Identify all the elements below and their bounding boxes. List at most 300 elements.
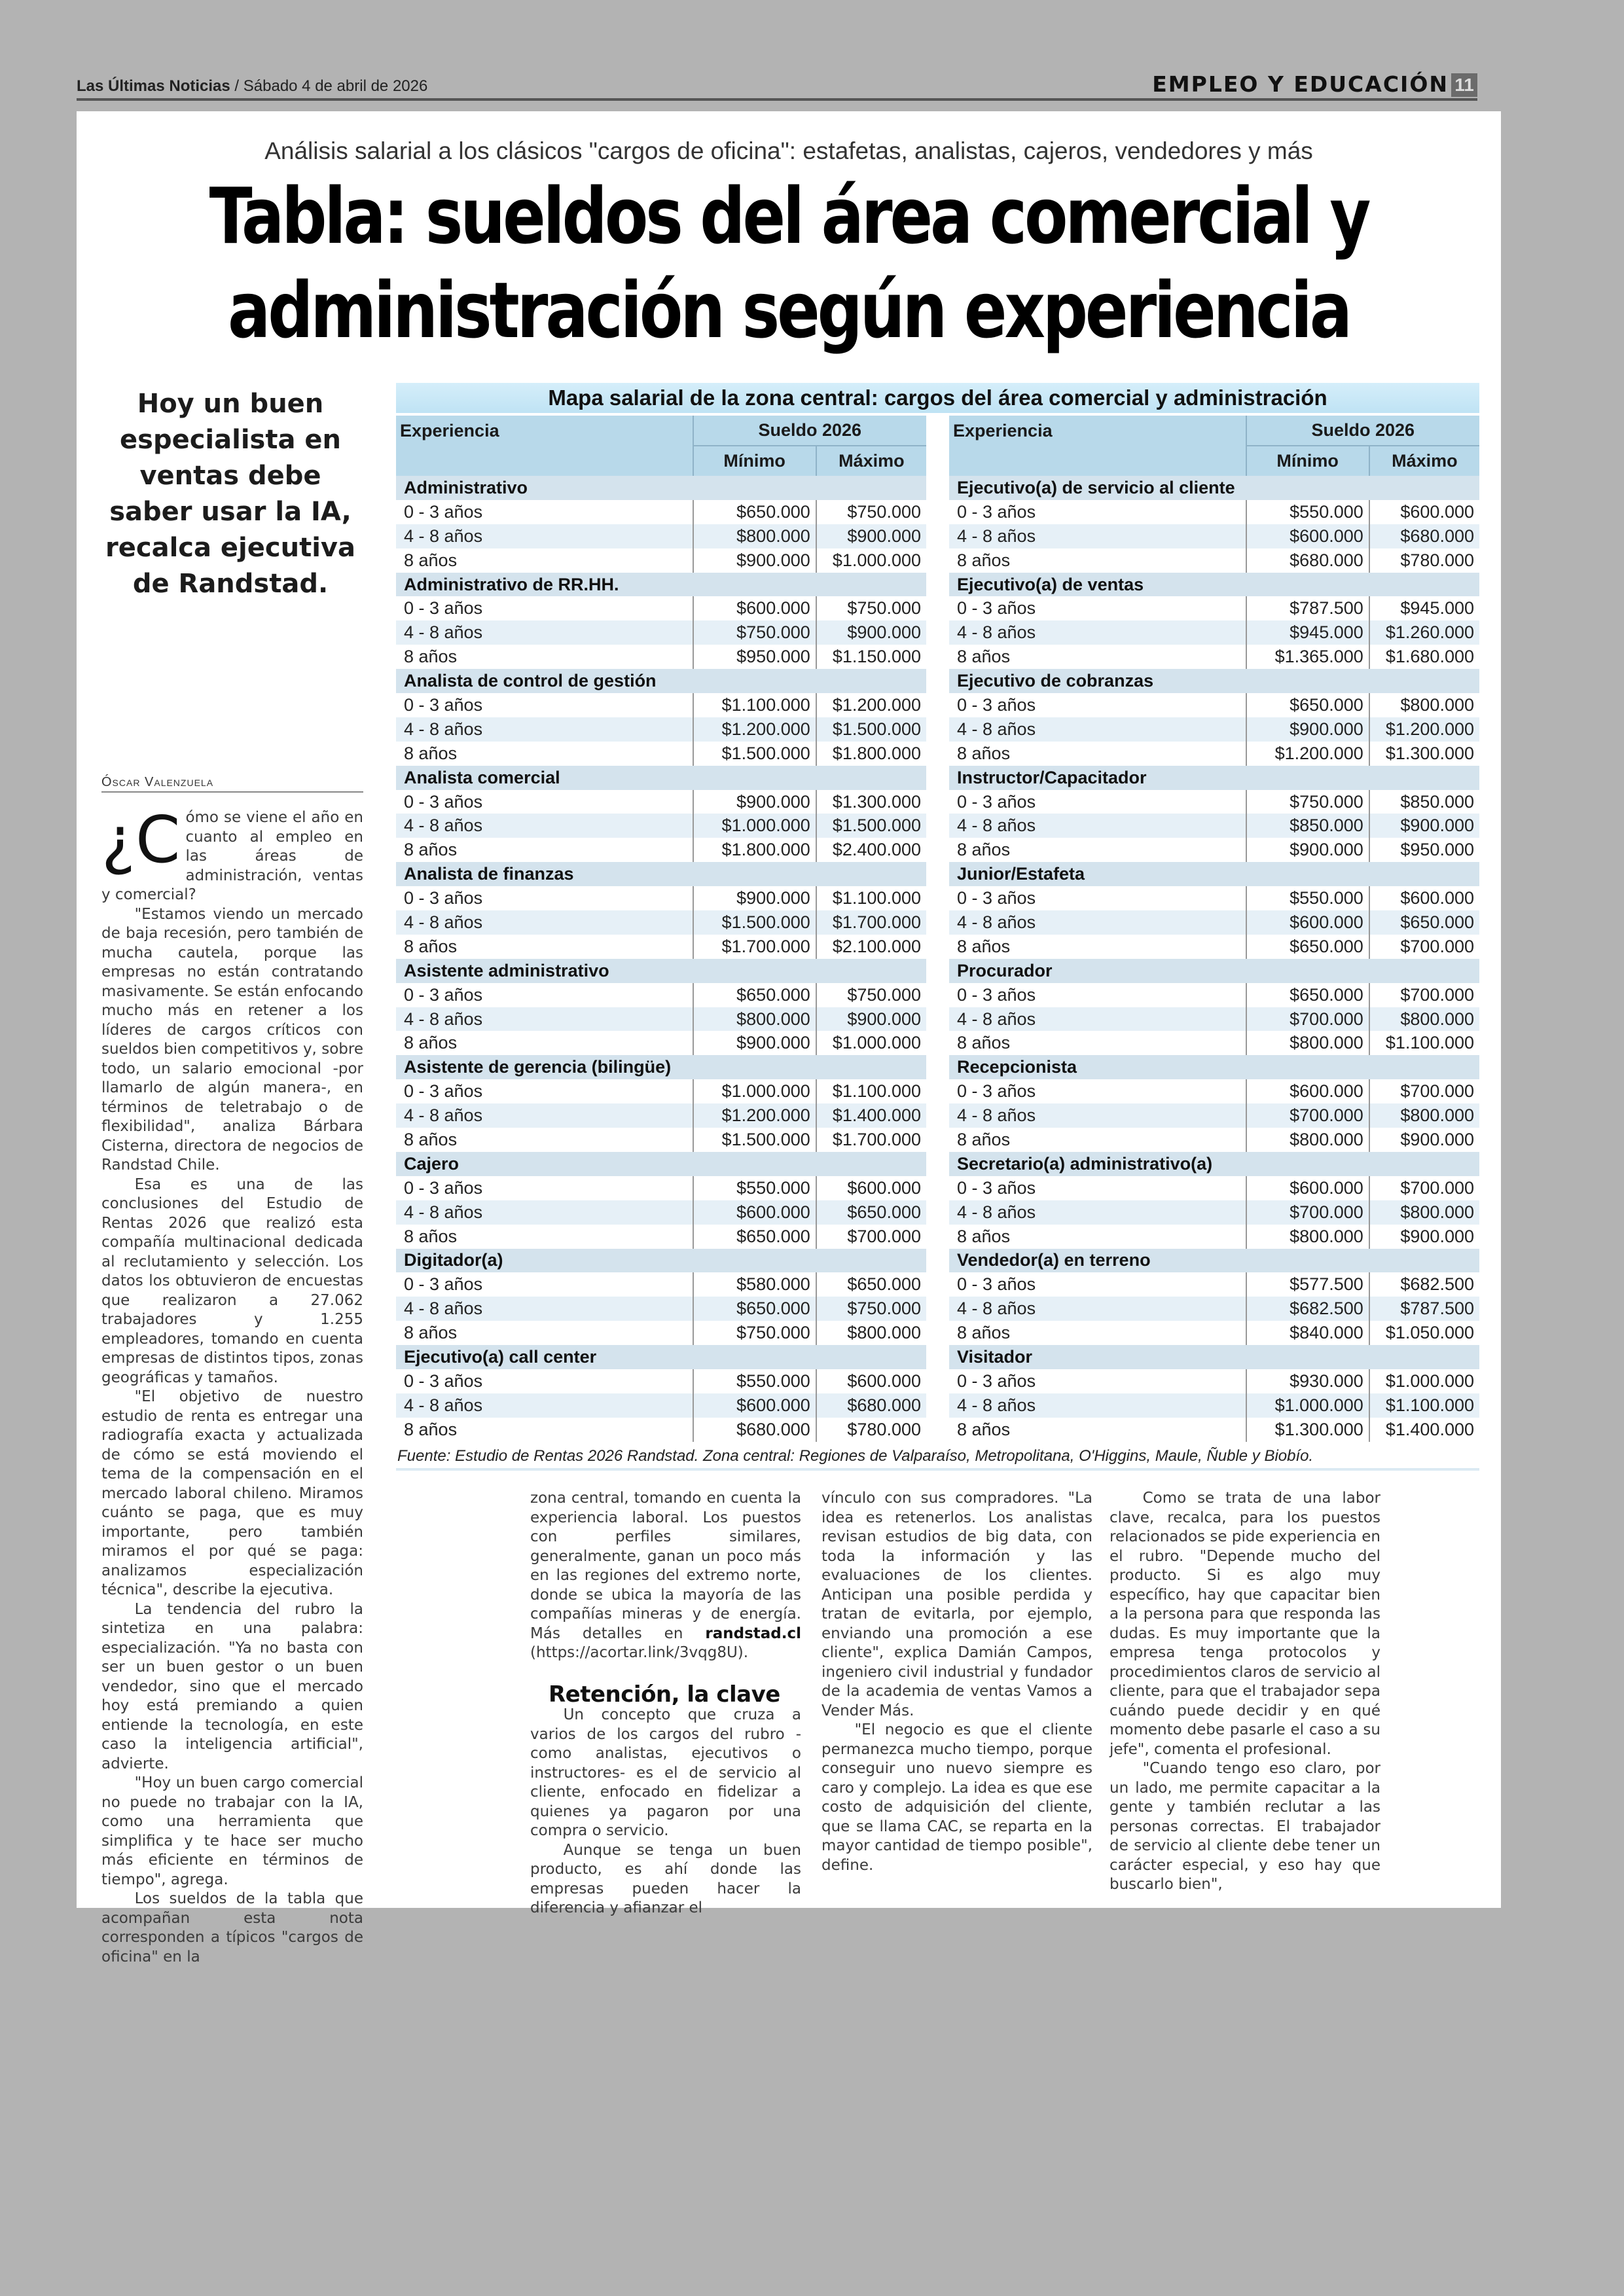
paragraph: Como se trata de una labor clave, recalca, para los puestos relacionados se pide experiencia en el rubro. "Depende mucho del producto. Si es algo muy específico, hay que capacitar bien a la persona para que responda las dudas. Es muy importante que la empresa tenga protocolos y procedimientos claros de servicio al cliente, para que el trabajador sepa cuándo puede decidir y en qué momento debe pasarle el caso a su jefe", comenta el profesional. <box>1110 1490 1380 1758</box>
page-number: 11 <box>1451 73 1477 97</box>
experience-range: 8 años <box>949 742 1246 766</box>
salary-min: $1.500.000 <box>693 1128 816 1152</box>
salary-max: $900.000 <box>1400 1226 1474 1246</box>
table-row <box>396 1200 926 1225</box>
newspaper-page <box>77 111 1501 1965</box>
role-name: Recepcionista <box>949 1055 1479 1079</box>
masthead-bar <box>77 73 1477 101</box>
salary-min: $800.000 <box>693 524 816 548</box>
salary-max: $1.100.000 <box>1385 1033 1474 1053</box>
salary-max: $1.100.000 <box>832 1081 921 1102</box>
table-row <box>949 717 1479 742</box>
experience-range: 8 años <box>396 1031 693 1055</box>
table-row <box>396 910 926 935</box>
salary-max: $700.000 <box>1400 1177 1474 1198</box>
header-minimo: Mínimo <box>1246 446 1369 476</box>
table-row <box>396 983 926 1007</box>
subheading: Retención, la clave <box>549 1681 780 1708</box>
table-row <box>949 935 1479 959</box>
salary-min: $550.000 <box>693 1176 816 1200</box>
table-row <box>396 814 926 838</box>
experience-range: 0 - 3 años <box>396 693 693 717</box>
paragraph: Esa es una de las conclusiones del Estudio de Rentas 2026 que realizó esta compañía multinacional dedicada al reclutamiento y selección. Los datos los obtuvieron de encuestas que realizaron a 27.062 trabajadores y 1.255 empleadores, tomando en cuenta empresas de distintos tipos, zonas geográficas y tamaños. <box>101 1175 363 1386</box>
salary-max: $1.260.000 <box>1369 620 1479 645</box>
salary-max: $787.500 <box>1369 1297 1479 1321</box>
experience-range: 8 años <box>396 1225 693 1249</box>
table-row <box>949 983 1479 1007</box>
pull-quote: Hoy un buen especialista en ventas debe saber usar la IA, recalca ejecutiva de Randstad. <box>105 389 355 599</box>
salary-min: $1.700.000 <box>693 935 816 959</box>
experience-range: 8 años <box>396 1321 693 1345</box>
salary-min: $787.500 <box>1246 596 1369 620</box>
experience-range: 4 - 8 años <box>396 1297 693 1321</box>
table-row <box>396 1079 926 1103</box>
table-row <box>949 790 1479 814</box>
table-row <box>949 1369 1479 1393</box>
table-row <box>396 548 926 573</box>
salary-max: $600.000 <box>1400 501 1474 522</box>
salary-max: $650.000 <box>1369 910 1479 935</box>
experience-range: 4 - 8 años <box>949 1007 1246 1031</box>
role-name: Analista comercial <box>396 766 926 790</box>
salary-min: $580.000 <box>693 1272 816 1297</box>
experience-range: 0 - 3 años <box>396 1079 693 1103</box>
table-row <box>949 1079 1479 1103</box>
role-category-row <box>949 1345 1479 1369</box>
table-row <box>396 1128 926 1152</box>
salary-min: $900.000 <box>1246 717 1369 742</box>
salary-min: $650.000 <box>693 1225 816 1249</box>
salary-max: $780.000 <box>1400 550 1474 570</box>
salary-max: $780.000 <box>847 1419 921 1439</box>
table-row <box>396 596 926 620</box>
publication-date: Sábado 4 de abril de 2026 <box>243 77 428 95</box>
experience-range: 4 - 8 años <box>949 814 1246 838</box>
experience-range: 0 - 3 años <box>949 1272 1246 1297</box>
table-row <box>396 1031 926 1055</box>
salary-max: $700.000 <box>1400 1081 1474 1102</box>
role-name: Administrativo de RR.HH. <box>396 573 926 597</box>
paragraph: Un concepto que cruza a varios de los cargos del rubro -como analistas, ejecutivos o instructores- es el de servicio al cliente, enfocado en fidelizar a quienes ya pagaron por una compra o servicio. <box>530 1706 801 1839</box>
salary-table-right <box>949 416 1479 1442</box>
salary-max: $1.150.000 <box>832 647 921 667</box>
salary-min: $600.000 <box>1246 1176 1369 1200</box>
role-name: Procurador <box>949 959 1479 983</box>
experience-range: 8 años <box>396 1128 693 1152</box>
salary-min: $550.000 <box>693 1369 816 1393</box>
experience-range: 4 - 8 años <box>949 524 1246 548</box>
header-experiencia: Experiencia <box>949 416 1246 476</box>
experience-range: 8 años <box>949 548 1246 573</box>
salary-min: $1.500.000 <box>693 910 816 935</box>
salary-max: $750.000 <box>847 984 921 1005</box>
salary-min: $700.000 <box>1246 1103 1369 1128</box>
experience-range: 0 - 3 años <box>396 1369 693 1393</box>
experience-range: 4 - 8 años <box>396 620 693 645</box>
salary-max: $700.000 <box>1400 936 1474 956</box>
lead-paragraph: ¿C ómo se viene el año en cuanto al empleo en las áreas de administración, ventas y comercial? <box>101 803 363 903</box>
salary-max: $900.000 <box>816 524 926 548</box>
role-category-row <box>949 959 1479 983</box>
table-row <box>396 524 926 548</box>
experience-range: 0 - 3 años <box>949 596 1246 620</box>
salary-min: $750.000 <box>693 620 816 645</box>
experience-range: 4 - 8 años <box>396 910 693 935</box>
salary-max: $1.400.000 <box>816 1103 926 1128</box>
experience-range: 4 - 8 años <box>949 620 1246 645</box>
table-row <box>949 910 1479 935</box>
experience-range: 0 - 3 años <box>949 1369 1246 1393</box>
role-name: Vendedor(a) en terreno <box>949 1249 1479 1273</box>
salary-min: $650.000 <box>1246 935 1369 959</box>
salary-table <box>396 383 1479 1471</box>
table-row <box>396 500 926 524</box>
paragraph: "Cuando tengo eso claro, por un lado, me permite capacitar a la gente y también reclutar a las personas correctas. El trabajador de servicio al cliente debe tener un carácter especial, y eso hay que buscarlo bien", <box>1110 1760 1380 1893</box>
experience-range: 0 - 3 años <box>949 983 1246 1007</box>
salary-max: $1.500.000 <box>816 717 926 742</box>
article-column-3 <box>821 1489 1092 1875</box>
salary-max: $945.000 <box>1400 598 1474 619</box>
role-name: Ejecutivo de cobranzas <box>949 669 1479 693</box>
table-row <box>396 838 926 862</box>
salary-max: $700.000 <box>1400 984 1474 1005</box>
section-title: EMPLEO Y EDUCACIÓN <box>1152 71 1449 97</box>
salary-max: $1.700.000 <box>816 910 926 935</box>
role-category-row <box>949 1249 1479 1273</box>
table-source-note: Fuente: Estudio de Rentas 2026 Randstad. Zona central: Regiones de Valparaíso, Metropolitana, O'Higgins, Maule, Ñuble y Biobío. <box>396 1444 1479 1471</box>
byline: Óscar Valenzuela <box>101 775 363 793</box>
role-name: Instructor/Capacitador <box>949 766 1479 790</box>
table-row <box>949 1393 1479 1418</box>
role-name: Junior/Estafeta <box>949 862 1479 886</box>
table-row <box>396 1369 926 1393</box>
role-name: Analista de finanzas <box>396 862 926 886</box>
paragraph: Los sueldos de la tabla que acompañan esta nota corresponden a típicos "cargos de oficina" en la <box>101 1890 363 1965</box>
table-row <box>949 1321 1479 1345</box>
experience-range: 8 años <box>949 645 1246 669</box>
experience-range: 4 - 8 años <box>949 1393 1246 1418</box>
experience-range: 8 años <box>396 1418 693 1442</box>
paragraph: "El objetivo de nuestro estudio de renta es entregar una radiografía exacta y actualizada de cómo se está moviendo el tema de la compensación en el mercado laboral chileno. Miramos cuánto se paga, que es muy importante, pero también miramos el por qué se paga: analizamos especialización técnica", describe la ejecutiva. <box>101 1388 363 1598</box>
salary-max: $700.000 <box>847 1226 921 1246</box>
table-row <box>949 524 1479 548</box>
salary-min: $680.000 <box>1246 548 1369 573</box>
role-category-row <box>396 766 926 790</box>
experience-range: 8 años <box>949 1321 1246 1345</box>
salary-max: $800.000 <box>1369 1200 1479 1225</box>
role-category-row <box>949 573 1479 597</box>
table-row <box>949 620 1479 645</box>
article-column-1 <box>101 803 363 1967</box>
salary-min: $1.000.000 <box>1246 1393 1369 1418</box>
table-row <box>396 717 926 742</box>
header-minimo: Mínimo <box>693 446 816 476</box>
experience-range: 8 años <box>396 838 693 862</box>
experience-range: 8 años <box>949 1128 1246 1152</box>
salary-min: $600.000 <box>1246 1079 1369 1103</box>
experience-range: 0 - 3 años <box>949 500 1246 524</box>
role-name: Administrativo <box>396 476 926 500</box>
headline-line-2: administración según experiencia <box>228 265 1350 355</box>
salary-max: $1.680.000 <box>1385 647 1474 667</box>
role-category-row <box>396 959 926 983</box>
role-category-row <box>949 1055 1479 1079</box>
salary-min: $945.000 <box>1246 620 1369 645</box>
salary-min: $600.000 <box>693 1393 816 1418</box>
salary-min: $1.200.000 <box>1246 742 1369 766</box>
role-name: Asistente de gerencia (bilingüe) <box>396 1055 926 1079</box>
drop-cap: ¿C <box>101 803 181 878</box>
experience-range: 0 - 3 años <box>949 693 1246 717</box>
salary-min: $650.000 <box>693 500 816 524</box>
table-row <box>949 645 1479 669</box>
table-row <box>949 1272 1479 1297</box>
role-category-row <box>949 669 1479 693</box>
table-row <box>949 548 1479 573</box>
salary-max: $800.000 <box>847 1323 921 1343</box>
role-name: Ejecutivo(a) de ventas <box>949 573 1479 597</box>
header-experiencia: Experiencia <box>396 416 693 476</box>
salary-min: $750.000 <box>1246 790 1369 814</box>
salary-min: $900.000 <box>1246 838 1369 862</box>
header-sueldo-2026: Sueldo 2026 <box>693 416 926 446</box>
table-row <box>949 1103 1479 1128</box>
experience-range: 0 - 3 años <box>949 1079 1246 1103</box>
table-row <box>396 1272 926 1297</box>
salary-min: $650.000 <box>1246 693 1369 717</box>
experience-range: 0 - 3 años <box>949 1176 1246 1200</box>
salary-max: $800.000 <box>1400 694 1474 715</box>
role-category-row <box>396 1249 926 1273</box>
role-name: Cajero <box>396 1152 926 1176</box>
salary-max: $750.000 <box>847 598 921 619</box>
article-column-4 <box>1110 1489 1380 1895</box>
table-row <box>396 1176 926 1200</box>
table-row <box>949 814 1479 838</box>
salary-max: $600.000 <box>1400 888 1474 908</box>
table-row <box>949 838 1479 862</box>
experience-range: 0 - 3 años <box>949 886 1246 910</box>
paragraph: "El negocio es que el cliente permanezca mucho tiempo, porque conseguir uno nuevo siempre es caro y complejo. La idea es que ese costo de adquisición del cliente, que se llama CAC, se reparta en la mayor cantidad de tiempo posible", define. <box>821 1721 1092 1874</box>
salary-max: $750.000 <box>816 1297 926 1321</box>
experience-range: 8 años <box>949 1225 1246 1249</box>
table-row <box>396 1103 926 1128</box>
experience-range: 4 - 8 años <box>396 814 693 838</box>
table-row <box>396 645 926 669</box>
table-row <box>396 1321 926 1345</box>
table-row <box>949 1418 1479 1442</box>
salary-max: $650.000 <box>816 1200 926 1225</box>
paragraph: zona central, tomando en cuenta la experiencia laboral. Los puestos con perfiles similares, generalmente, ganan un poco más en las regiones del extremo norte, donde se ubica la mayoría de las compañías mineras y de energía. Más detalles en randstad.cl (https://acortar.link/3vqg8U). <box>530 1490 801 1661</box>
salary-max: $1.100.000 <box>1369 1393 1479 1418</box>
salary-max: $600.000 <box>847 1177 921 1198</box>
role-category-row <box>396 1055 926 1079</box>
experience-range: 4 - 8 años <box>396 1007 693 1031</box>
header-maximo: Máximo <box>816 446 926 476</box>
randstad-link[interactable]: randstad.cl <box>705 1624 801 1642</box>
salary-min: $600.000 <box>1246 910 1369 935</box>
table-row <box>396 1393 926 1418</box>
experience-range: 8 años <box>396 742 693 766</box>
salary-min: $600.000 <box>693 596 816 620</box>
salary-min: $1.000.000 <box>693 814 816 838</box>
salary-min: $800.000 <box>1246 1031 1369 1055</box>
role-name: Secretario(a) administrativo(a) <box>949 1152 1479 1176</box>
role-category-row <box>949 862 1479 886</box>
role-name: Digitador(a) <box>396 1249 926 1273</box>
salary-max: $1.800.000 <box>832 743 921 763</box>
salary-max: $900.000 <box>816 620 926 645</box>
salary-min: $930.000 <box>1246 1369 1369 1393</box>
experience-range: 0 - 3 años <box>396 886 693 910</box>
salary-min: $550.000 <box>1246 500 1369 524</box>
table-row <box>396 1297 926 1321</box>
role-category-row <box>949 1152 1479 1176</box>
experience-range: 0 - 3 años <box>396 596 693 620</box>
role-name: Asistente administrativo <box>396 959 926 983</box>
newspaper-name: Las Últimas Noticias <box>77 77 230 95</box>
salary-min: $650.000 <box>693 983 816 1007</box>
salary-max: $900.000 <box>1400 1129 1474 1149</box>
salary-max: $1.100.000 <box>832 888 921 908</box>
table-row <box>396 790 926 814</box>
experience-range: 4 - 8 años <box>949 1103 1246 1128</box>
salary-min: $600.000 <box>693 1200 816 1225</box>
table-row <box>396 742 926 766</box>
masthead <box>77 77 427 96</box>
table-row <box>949 1128 1479 1152</box>
experience-range: 4 - 8 años <box>949 1200 1246 1225</box>
table-row <box>396 1007 926 1031</box>
salary-max: $900.000 <box>816 1007 926 1031</box>
salary-max: $800.000 <box>1369 1007 1479 1031</box>
experience-range: 0 - 3 años <box>396 790 693 814</box>
salary-max: $1.000.000 <box>1385 1371 1474 1391</box>
headline <box>205 169 1373 357</box>
salary-max: $1.500.000 <box>816 814 926 838</box>
table-row <box>949 1031 1479 1055</box>
role-name: Ejecutivo(a) de servicio al cliente <box>949 476 1479 500</box>
salary-min: $800.000 <box>693 1007 816 1031</box>
salary-max: $1.050.000 <box>1385 1323 1474 1343</box>
headline-line-1: Tabla: sueldos del área comercial y <box>209 171 1369 261</box>
experience-range: 8 años <box>949 838 1246 862</box>
table-row <box>949 1007 1479 1031</box>
salary-max: $800.000 <box>1369 1103 1479 1128</box>
salary-min: $1.200.000 <box>693 1103 816 1128</box>
table-row <box>949 500 1479 524</box>
table-row <box>396 620 926 645</box>
experience-range: 8 años <box>949 1418 1246 1442</box>
salary-min: $600.000 <box>1246 524 1369 548</box>
salary-min: $650.000 <box>1246 983 1369 1007</box>
table-row <box>949 1200 1479 1225</box>
salary-min: $850.000 <box>1246 814 1369 838</box>
paragraph: vínculo con sus compradores. "La idea es retenerlos. Los analistas revisan estudios de big data, con toda la información y las evaluaciones de los clientes. Anticipan una posible perdida y tratan de evitarla, por ejemplo, enviando una promoción a ese cliente", explica Damián Campos, ingeniero civil industrial y fundador de la academia de ventas Vamos a Vender Más. <box>821 1490 1092 1719</box>
table-row <box>949 1176 1479 1200</box>
salary-min: $900.000 <box>693 886 816 910</box>
experience-range: 4 - 8 años <box>396 1393 693 1418</box>
article-column-2 <box>530 1489 801 1918</box>
salary-max: $2.100.000 <box>832 936 921 956</box>
role-category-row <box>949 476 1479 500</box>
salary-max: $750.000 <box>847 501 921 522</box>
salary-min: $900.000 <box>693 548 816 573</box>
salary-max: $680.000 <box>1369 524 1479 548</box>
salary-max: $1.200.000 <box>1369 717 1479 742</box>
role-category-row <box>396 1345 926 1369</box>
salary-min: $1.500.000 <box>693 742 816 766</box>
experience-range: 4 - 8 años <box>396 524 693 548</box>
salary-max: $1.300.000 <box>832 791 921 812</box>
experience-range: 4 - 8 años <box>949 1297 1246 1321</box>
salary-min: $900.000 <box>693 1031 816 1055</box>
experience-range: 0 - 3 años <box>396 1176 693 1200</box>
salary-max: $1.700.000 <box>832 1129 921 1149</box>
salary-max: $650.000 <box>847 1274 921 1295</box>
salary-min: $750.000 <box>693 1321 816 1345</box>
table-row <box>949 693 1479 717</box>
role-category-row <box>396 669 926 693</box>
role-name: Ejecutivo(a) call center <box>396 1345 926 1369</box>
salary-min: $1.200.000 <box>693 717 816 742</box>
experience-range: 0 - 3 años <box>396 500 693 524</box>
table-row <box>396 935 926 959</box>
table-row <box>949 1297 1479 1321</box>
salary-max: $900.000 <box>1369 814 1479 838</box>
experience-range: 4 - 8 años <box>949 910 1246 935</box>
salary-min: $577.500 <box>1246 1272 1369 1297</box>
kicker: Análisis salarial a los clásicos "cargos de oficina": estafetas, analistas, cajeros, vendedores y más <box>264 137 1313 164</box>
salary-min: $1.300.000 <box>1246 1418 1369 1442</box>
header-sueldo-2026: Sueldo 2026 <box>1246 416 1479 446</box>
table-row <box>396 1418 926 1442</box>
experience-range: 4 - 8 años <box>396 1103 693 1128</box>
table-row <box>949 742 1479 766</box>
experience-range: 0 - 3 años <box>396 1272 693 1297</box>
role-name: Visitador <box>949 1345 1479 1369</box>
masthead-separator: / <box>230 77 244 95</box>
salary-min: $700.000 <box>1246 1007 1369 1031</box>
salary-min: $1.000.000 <box>693 1079 816 1103</box>
header-maximo: Máximo <box>1369 446 1479 476</box>
salary-max: $1.000.000 <box>832 1033 921 1053</box>
experience-range: 8 años <box>949 935 1246 959</box>
experience-range: 8 años <box>396 645 693 669</box>
experience-range: 0 - 3 años <box>949 790 1246 814</box>
salary-max: $850.000 <box>1400 791 1474 812</box>
salary-min: $1.100.000 <box>693 693 816 717</box>
salary-max: $950.000 <box>1400 840 1474 860</box>
experience-range: 8 años <box>396 548 693 573</box>
role-category-row <box>396 862 926 886</box>
table-row <box>396 886 926 910</box>
salary-max: $682.500 <box>1400 1274 1474 1295</box>
paragraph: "Estamos viendo un mercado de baja recesión, pero también de mucha cautela, porque las empresas no están contratando masivamente. Se están enfocando mucho más en retener a los líderes de cargos críticos con sueldos bien competitivos y, sobre todo, un salario emocional -por llamarlo de algún manera-, en términos de teletrabajo o de flexibilidad", analiza Bárbara Cisterna, directora de negocios de Randstad Chile. <box>101 905 363 1174</box>
experience-range: 4 - 8 años <box>949 717 1246 742</box>
paragraph: La tendencia del rubro la sintetiza en una palabra: especialización. "Ya no basta con ser un buen gestor o un buen vendedor, sino que el mercado hoy está premiando a quien entiende la tecnología, en este caso la inteligencia artificial", advierte. <box>101 1600 363 1772</box>
table-title: Mapa salarial de la zona central: cargos del área comercial y administración <box>396 383 1479 413</box>
salary-min: $550.000 <box>1246 886 1369 910</box>
role-category-row <box>396 476 926 500</box>
salary-max: $680.000 <box>816 1393 926 1418</box>
salary-min: $1.365.000 <box>1246 645 1369 669</box>
role-category-row <box>396 1152 926 1176</box>
salary-max: $2.400.000 <box>832 840 921 860</box>
salary-max: $1.200.000 <box>832 694 921 715</box>
salary-min: $700.000 <box>1246 1200 1369 1225</box>
role-category-row <box>949 766 1479 790</box>
